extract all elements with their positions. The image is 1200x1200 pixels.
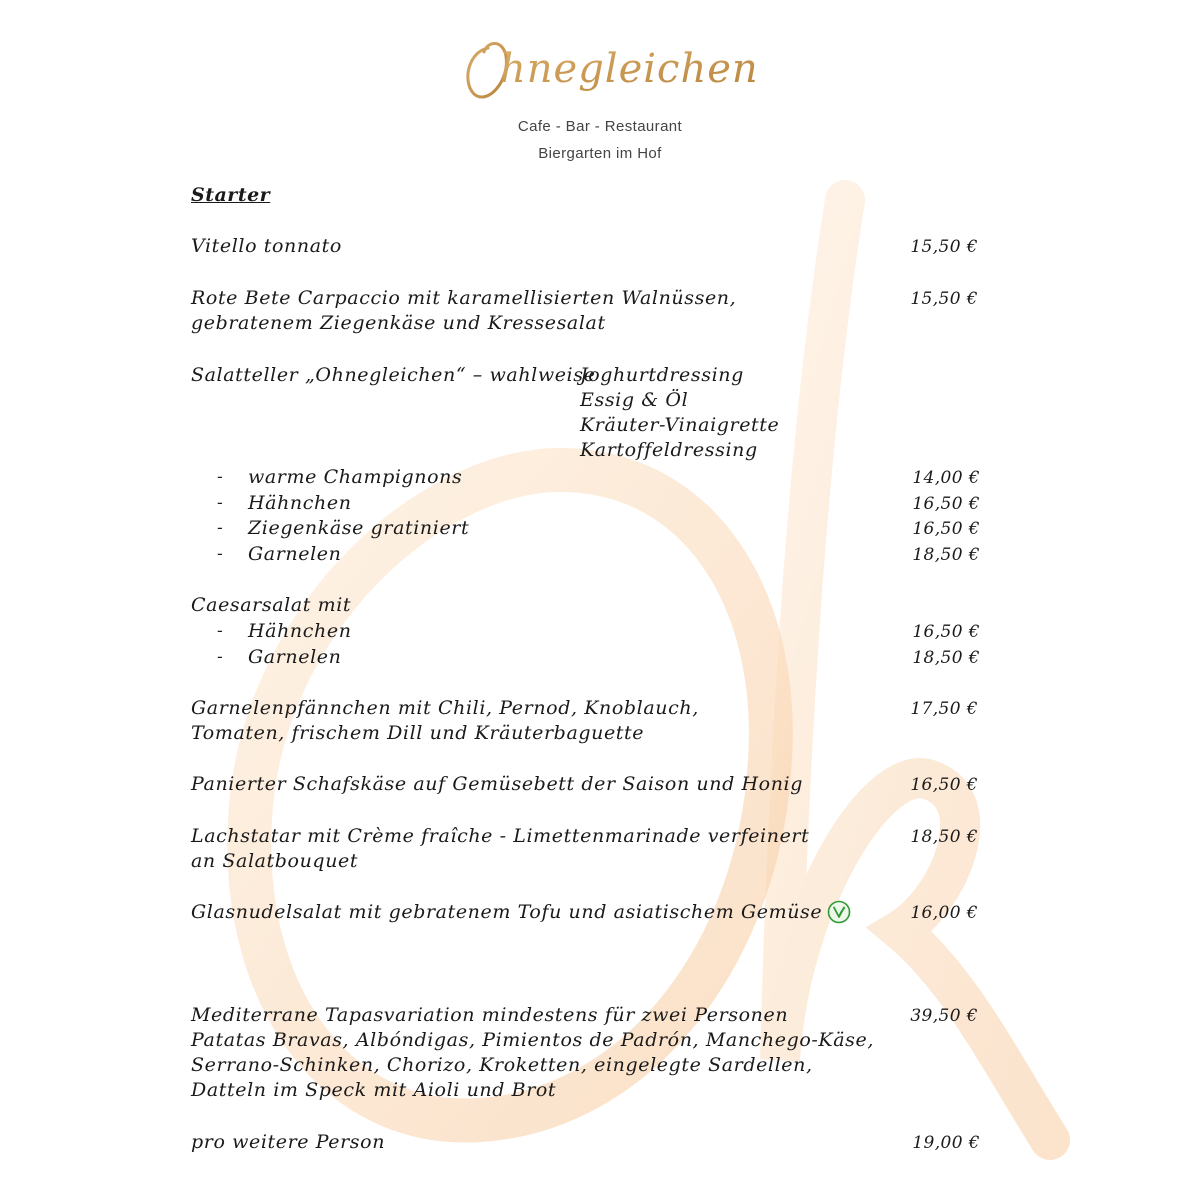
item-caesar-title: Caesarsalat mit: [191, 594, 352, 616]
item-extra-person-name: pro weitere Person: [191, 1131, 386, 1153]
item-lachs-price: 18,50 €: [910, 827, 978, 847]
caesar-option-price: 16,50 €: [912, 622, 980, 642]
section-title: Starter: [191, 184, 271, 206]
salatteller-option-price: 16,50 €: [912, 494, 980, 514]
item-extra-person-price: 19,00 €: [912, 1133, 980, 1153]
salatteller-option: warme Champignons: [248, 466, 463, 488]
item-carpaccio-line1: Rote Bete Carpaccio mit karamellisierten Walnüssen,: [191, 287, 737, 309]
item-lachs-line2: an Salatbouquet: [191, 850, 359, 872]
item-vitello-price: 15,50 €: [910, 237, 978, 257]
item-glasnudel-price: 16,00 €: [910, 903, 978, 923]
logo-tagline: Cafe - Bar - Restaurant: [517, 118, 683, 135]
item-schafskaese-price: 16,50 €: [910, 775, 978, 795]
list-bullet: -: [217, 493, 223, 513]
svg-text:hnegleichen: hnegleichen: [500, 46, 759, 92]
vegan-icon: [827, 900, 851, 924]
item-tapas-line2: Patatas Bravas, Albóndigas, Pimientos de Padrón, Manchego-Käse,: [191, 1029, 874, 1051]
dressing-option: Kräuter-Vinaigrette: [580, 414, 780, 436]
list-bullet: -: [217, 544, 223, 564]
dressing-option: Kartoffeldressing: [580, 439, 758, 461]
item-carpaccio-line2: gebratenem Ziegenkäse und Kressesalat: [191, 312, 606, 334]
item-glasnudel-name: Glasnudelsalat mit gebratenem Tofu und asiatischem Gemüse: [191, 901, 823, 923]
item-garnelen-price: 17,50 €: [910, 699, 978, 719]
item-lachs-line1: Lachstatar mit Crème fraîche - Limettenmarinade verfeinert: [191, 825, 810, 847]
list-bullet: -: [217, 621, 223, 641]
item-carpaccio-price: 15,50 €: [910, 289, 978, 309]
logo-subtagline: Biergarten im Hof: [538, 145, 662, 162]
dressing-option: Joghurtdressing: [580, 364, 744, 386]
item-garnelen-line1: Garnelenpfännchen mit Chili, Pernod, Knoblauch,: [191, 697, 699, 719]
item-garnelen-line2: Tomaten, frischem Dill und Kräuterbaguette: [191, 722, 645, 744]
list-bullet: -: [217, 467, 223, 487]
caesar-option: Hähnchen: [248, 620, 352, 642]
item-schafskaese-name: Panierter Schafskäse auf Gemüsebett der Saison und Honig: [191, 773, 803, 795]
salatteller-option: Ziegenkäse gratiniert: [248, 517, 470, 539]
salatteller-option-price: 16,50 €: [912, 519, 980, 539]
salatteller-option-price: 18,50 €: [912, 545, 980, 565]
list-bullet: -: [217, 647, 223, 667]
item-tapas-price: 39,50 €: [910, 1006, 978, 1026]
caesar-option: Garnelen: [248, 646, 342, 668]
item-vitello-name: Vitello tonnato: [191, 235, 342, 257]
item-tapas-line4: Datteln im Speck mit Aioli und Brot: [191, 1079, 557, 1101]
salatteller-option: Hähnchen: [248, 492, 352, 514]
dressing-option: Essig & Öl: [580, 389, 689, 411]
item-tapas-line3: Serrano-Schinken, Chorizo, Kroketten, eingelegte Sardellen,: [191, 1054, 813, 1076]
salatteller-option-price: 14,00 €: [912, 468, 980, 488]
item-salatteller-title: Salatteller „Ohnegleichen“ – wahlweise: [191, 364, 596, 386]
item-tapas-line1: Mediterrane Tapasvariation mindestens für zwei Personen: [191, 1004, 789, 1026]
list-bullet: -: [217, 518, 223, 538]
salatteller-option: Garnelen: [248, 543, 342, 565]
caesar-option-price: 18,50 €: [912, 648, 980, 668]
